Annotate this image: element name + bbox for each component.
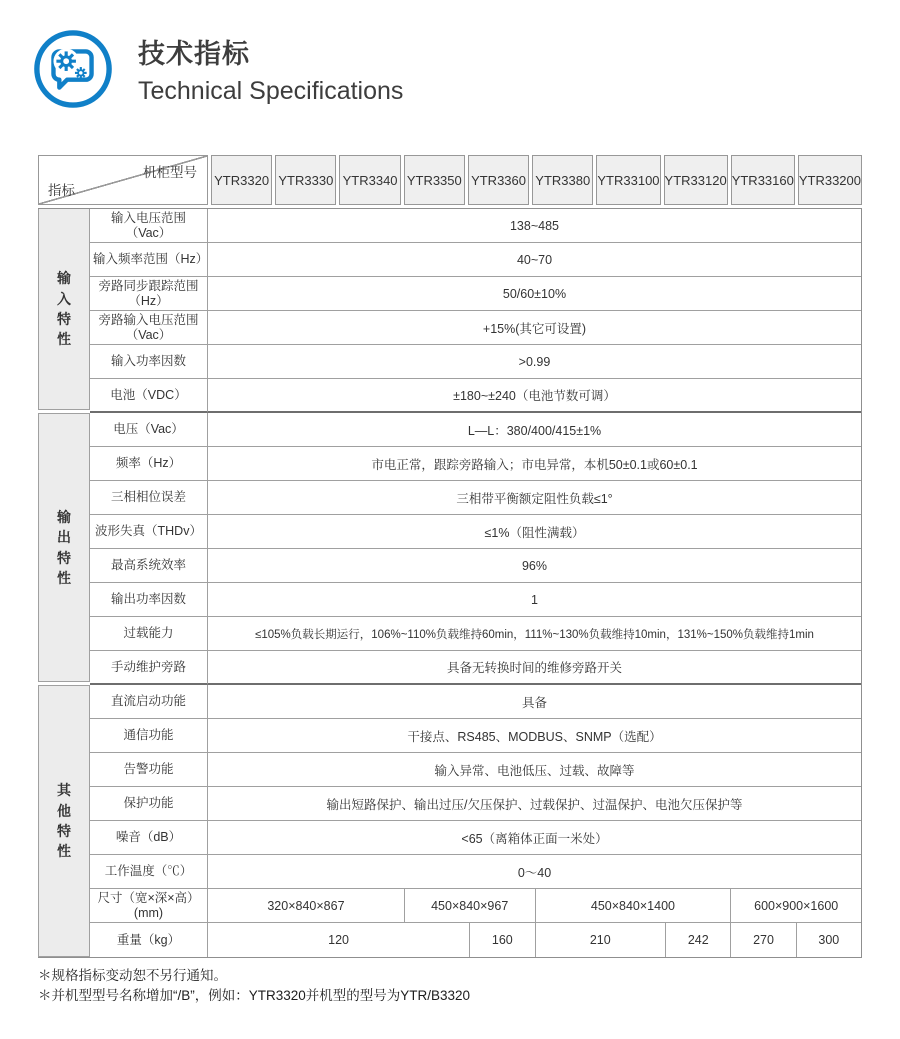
row-label: 噪音（dB） <box>90 821 208 855</box>
model-header: YTR33120 <box>664 155 728 205</box>
row-label: 输入电压范围（Vac） <box>90 209 208 243</box>
model-header: YTR3340 <box>339 155 400 205</box>
row-label: 电池（VDC） <box>90 379 208 413</box>
page-title: 技术指标 <box>138 39 250 69</box>
row-value: +15%(其它可设置) <box>208 311 861 345</box>
row-value: 40~70 <box>208 243 861 277</box>
table-body <box>38 208 862 958</box>
footnote: ＊并机型型号名称增加“/B”，例如：YTR3320并机型的型号为YTR/B3320 <box>38 988 471 1004</box>
row-label: 手动维护旁路 <box>90 651 208 685</box>
model-header: YTR33200 <box>798 155 862 205</box>
row-value: ±180~±240（电池节数可调） <box>208 379 861 413</box>
row-label: 波形失真（THDv） <box>90 515 208 549</box>
row-value: 0～40 <box>208 855 861 889</box>
model-header: YTR3330 <box>275 155 336 205</box>
row-label: 输出功率因数 <box>90 583 208 617</box>
footnotes <box>38 966 470 1007</box>
footnote: ＊规格指标变动恕不另行通知。 <box>38 968 227 983</box>
row-value: >0.99 <box>208 345 861 379</box>
row-value: 具备 <box>208 685 861 719</box>
dimension-cell: 450×840×967 <box>404 889 535 923</box>
gears-chat-bubble-icon <box>32 28 114 110</box>
dimension-cell: 320×840×867 <box>208 889 404 923</box>
row-value: 市电正常，跟踪旁路输入；市电异常，本机50±0.1或60±0.1 <box>208 447 861 481</box>
weight-cell: 300 <box>796 923 861 957</box>
row-value: 50/60±10% <box>208 277 861 311</box>
row-value: L—L：380/400/415±1% <box>208 413 861 447</box>
dimension-cell: 600×900×1600 <box>730 889 861 923</box>
weight-cell: 120 <box>328 933 350 947</box>
row-label: 直流启动功能 <box>90 685 208 719</box>
table-header-row <box>38 155 862 205</box>
row-value: 输入异常、电池低压、过载、故障等 <box>208 753 861 787</box>
weight-cell: 242 <box>665 923 730 957</box>
row-label-weight: 重量（kg） <box>90 923 208 957</box>
row-value: 1 <box>208 583 861 617</box>
row-value: 干接点、RS485、MODBUS、SNMP（选配） <box>208 719 861 753</box>
row-label: 输入功率因数 <box>90 345 208 379</box>
section-label-output: 输出特性 <box>38 413 90 682</box>
row-label: 过载能力 <box>90 617 208 651</box>
row-value: 具备无转换时间的维修旁路开关 <box>208 651 861 685</box>
spec-table <box>38 155 862 958</box>
dimension-cell: 450×840×1400 <box>535 889 731 923</box>
row-label: 保护功能 <box>90 787 208 821</box>
row-label-dimensions: 尺寸（宽×深×高）(mm) <box>90 889 208 923</box>
row-value: 96% <box>208 549 861 583</box>
row-label: 输入频率范围（Hz） <box>90 243 208 277</box>
weight-cell: 210 <box>535 923 666 957</box>
row-value: ≤105%负载长期运行，106%~110%负载维持60min，111%~130%负载维持10min，131%~150%负载维持1min <box>208 617 861 651</box>
weight-cell: 160 <box>469 923 534 957</box>
row-label: 旁路同步跟踪范围（Hz） <box>90 277 208 311</box>
corner-cell <box>38 155 208 205</box>
row-value: 138~485 <box>208 209 861 243</box>
row-label: 最高系统效率 <box>90 549 208 583</box>
row-label: 电压（Vac） <box>90 413 208 447</box>
model-header: YTR3380 <box>532 155 593 205</box>
row-label: 通信功能 <box>90 719 208 753</box>
page-header <box>32 28 403 110</box>
row-label: 三相相位误差 <box>90 481 208 515</box>
section-label-input: 输入特性 <box>38 209 90 410</box>
row-label: 告警功能 <box>90 753 208 787</box>
row-value: ≤1%（阻性满载） <box>208 515 861 549</box>
corner-bottom-left-label: 指标 <box>48 183 75 198</box>
corner-top-right-label: 机柜型号 <box>143 165 197 180</box>
row-value: 三相带平衡额定阻性负载≤1° <box>208 481 861 515</box>
row-value: 输出短路保护、输出过压/欠压保护、过载保护、过温保护、电池欠压保护等 <box>208 787 861 821</box>
model-header: YTR33100 <box>596 155 660 205</box>
model-header: YTR3350 <box>404 155 465 205</box>
section-label-other: 其他特性 <box>38 685 90 957</box>
row-label: 频率（Hz） <box>90 447 208 481</box>
row-label: 工作温度（℃） <box>90 855 208 889</box>
model-header: YTR3360 <box>468 155 529 205</box>
model-header: YTR3320 <box>211 155 272 205</box>
weight-cell: 270 <box>730 923 795 957</box>
model-header: YTR33160 <box>731 155 795 205</box>
row-value: <65（离箱体正面一米处） <box>208 821 861 855</box>
page-subtitle: Technical Specifications <box>138 77 404 105</box>
row-label: 旁路输入电压范围（Vac） <box>90 311 208 345</box>
